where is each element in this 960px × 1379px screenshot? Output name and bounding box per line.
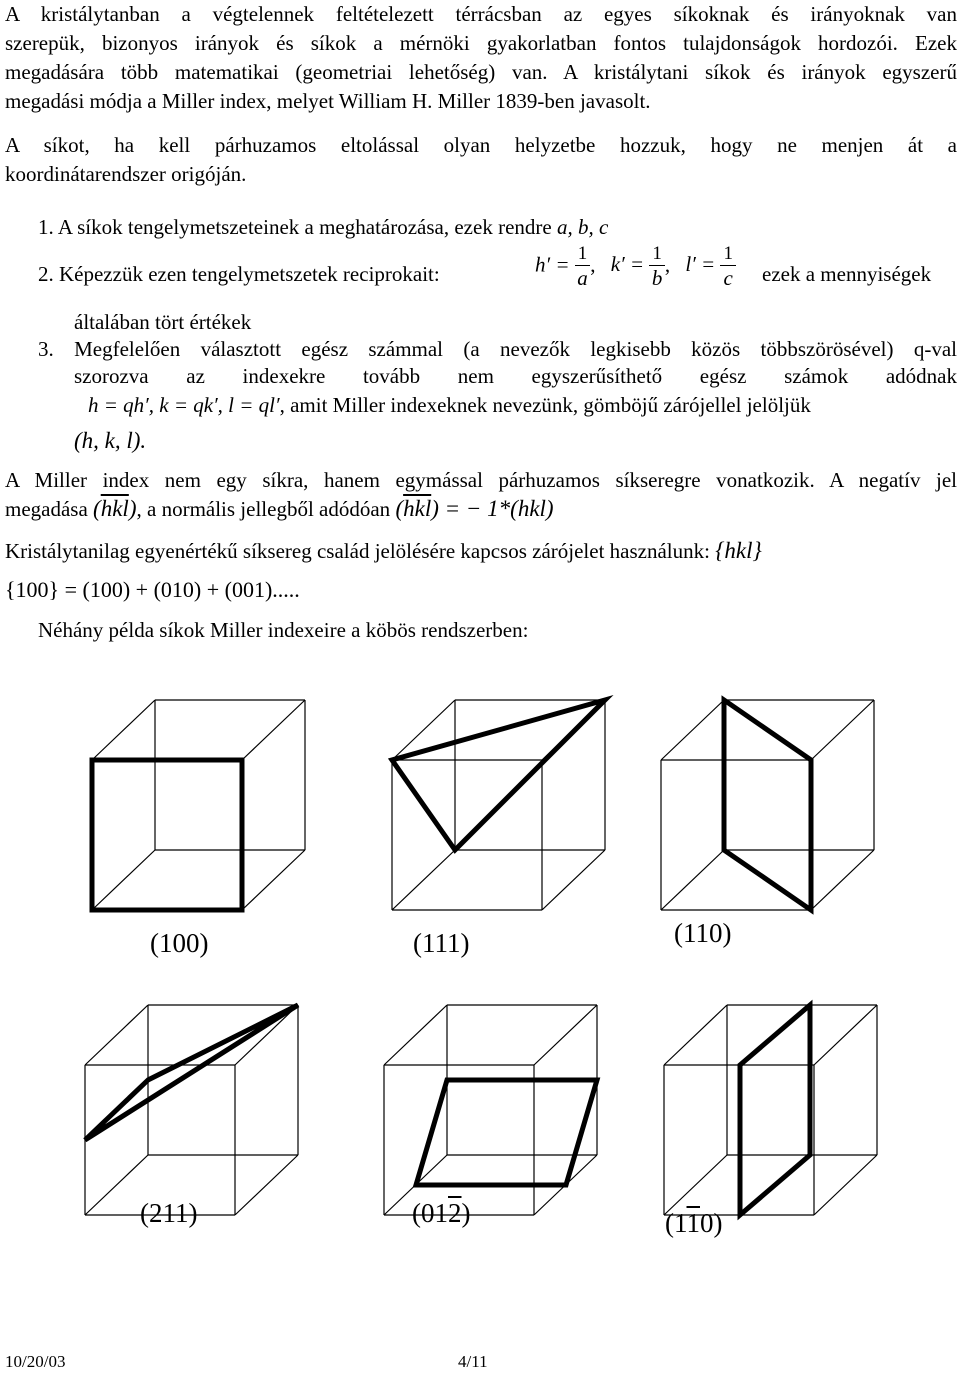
fraction-1-over-c: $\frac{1}{c}$ — [720, 244, 736, 289]
plane-111 — [392, 700, 605, 850]
plane-211 — [85, 1005, 298, 1140]
plane-110 — [724, 700, 811, 910]
negation-equation: $(\overline{hkl})$ = − 1*(hkl) — [395, 496, 554, 521]
cube-100 — [92, 700, 305, 910]
step-1-text: 1. A síkok tengelymetszeteinek a meghatározása, ezek rendre — [38, 215, 552, 239]
label-1-10: (110) — [665, 1208, 723, 1238]
label-012: (012) — [412, 1198, 471, 1228]
label-111: (111) — [413, 928, 470, 958]
label-211: (211) — [140, 1198, 198, 1228]
para3-line-3: Kristálytanilag egyenértékű síksereg család jelölésére kapcsos zárójelet használunk: {hkl} — [5, 538, 762, 563]
step-3-line-2: szorozva az indexekre tovább nem egyszerűsíthető egész számok adódnak — [74, 364, 957, 388]
miller-formula: h = qh′, k = qk′, l = ql′ — [88, 393, 280, 417]
plane-1-10 — [740, 1005, 810, 1215]
label-110: (110) — [674, 918, 732, 948]
plane-100 — [92, 760, 242, 910]
step-2-formula: h′ = $\frac{1}{a}$ , k′ = $\frac{1}{b}$ , l′ = $\frac{1}{c}$ — [535, 244, 736, 289]
step-3-line-3-tail: , amit Miller indexeknek nevezünk, gömböjű zárójellel jelöljük — [279, 393, 811, 417]
plane-012 — [416, 1080, 597, 1185]
footer-date: 10/20/03 — [5, 1352, 66, 1371]
intro-line-1: A kristálytanban a végtelennek feltételezett térrácsban az egyes síkoknak és irányoknak van — [5, 2, 957, 26]
step-2-text: 2. Képezzük ezen tengelymetszetek reciprokait: — [38, 262, 440, 286]
intro-line-2: szerepük, bizonyos irányok és síkok a mérnöki gyakorlatban fontos tulajdonságok hordozói. Ezek — [5, 31, 957, 55]
step-1-math: a, b, c — [556, 215, 609, 239]
label-100: (100) — [150, 928, 209, 958]
para3-line-1: A Miller index nem egy síkra, hanem egymással párhuzamos síkseregre vonatkozik. A negatív jel — [5, 468, 957, 492]
step-3-line-1: 3. Megfelelően választott egész számmal (a nevezők legkisebb közös többszörösével) q-val — [38, 337, 957, 361]
hkl-notation: (h, k, l). — [74, 428, 147, 453]
family-notation: {hkl} — [715, 538, 762, 563]
formula-h-prime: h′ = — [535, 252, 570, 277]
footer-page: 4/11 — [458, 1352, 488, 1371]
intro-line-4: megadási módja a Miller index, melyet William H. Miller 1839-ben javasolt. — [5, 89, 651, 113]
examples-intro: Néhány példa síkok Miller indexeire a köbös rendszerben: — [38, 618, 529, 642]
para2-line-2: koordinátarendszer origóján. — [5, 162, 247, 186]
fraction-1-over-a: $\frac{1}{a}$ — [575, 244, 591, 289]
hkl-bar: $(\overline{hkl})$ — [93, 496, 137, 521]
step-2-tail: ezek a mennyiségek — [762, 262, 932, 286]
formula-l-prime: l′ = — [685, 252, 716, 277]
intro-line-3: megadására több matematikai (geometriai lehetőség) van. A kristálytani síkok és irányok egyszerű — [5, 60, 957, 84]
para2-line-1: A síkot, ha kell párhuzamos eltolással olyan helyzetbe hozzuk, hogy ne menjen át a — [5, 133, 957, 157]
family-example: {100} = (100) + (010) + (001)..... — [5, 577, 300, 602]
formula-k-prime: k′ = — [610, 252, 645, 277]
step-2-line-2: általában tört értékek — [74, 310, 252, 334]
fraction-1-over-b: $\frac{1}{b}$ — [649, 244, 665, 289]
para3-line-2: megadása $(\overline{hkl})$, a normális jellegből adódóan $(\overline{hkl})$ = − 1*(hkl) — [5, 496, 554, 521]
